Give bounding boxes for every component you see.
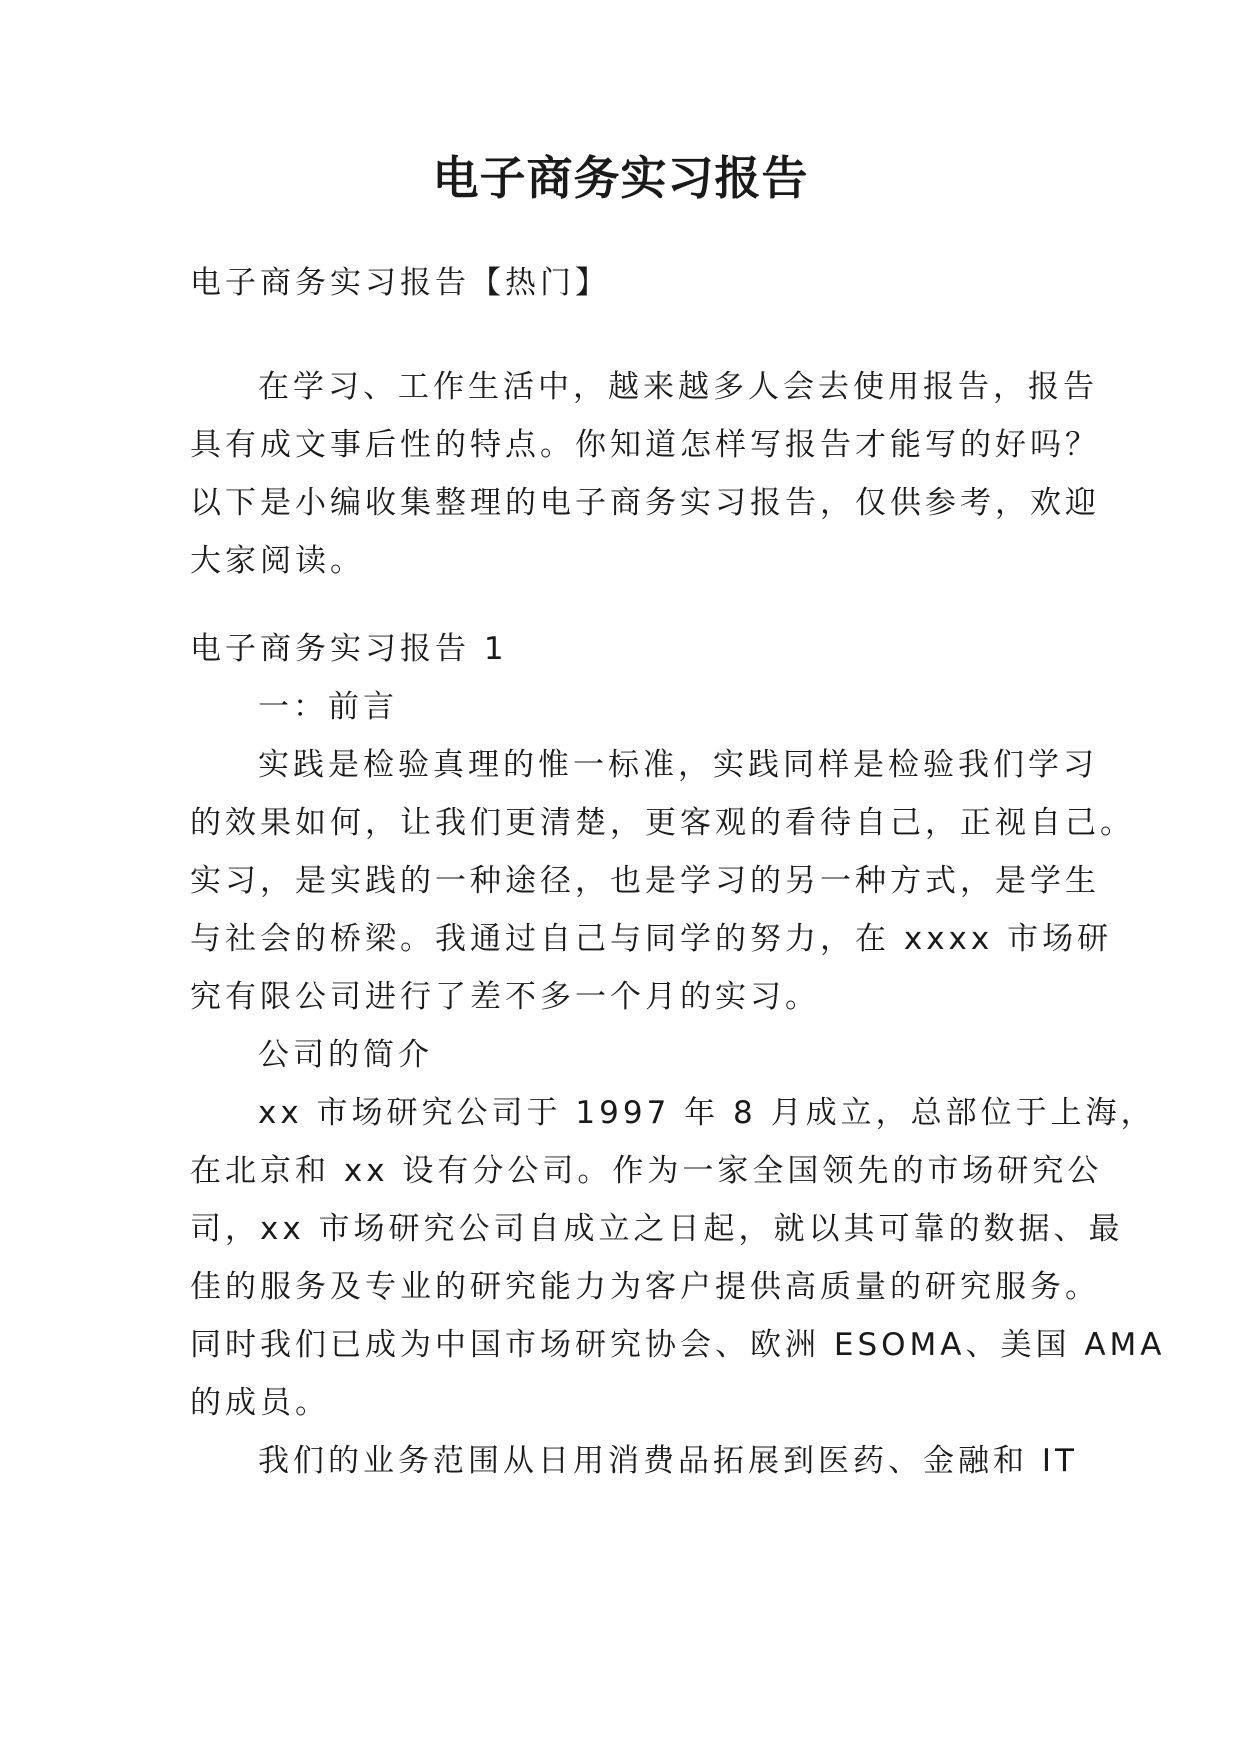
company-line: 同时我们已成为中国市场研究协会、欧洲 ESOMA、美国 AMA <box>190 1327 1166 1363</box>
document-subtitle-block <box>190 254 1070 312</box>
intro-line: 在学习、工作生活中，越来越多人会去使用报告，报告 <box>258 369 1098 405</box>
document-title: 电子商务实习报告 <box>432 151 809 205</box>
company-line: 的成员。 <box>190 1385 330 1421</box>
company-line: 司，xx 市场研究公司自成立之日起，就以其可靠的数据、最 <box>190 1211 1124 1247</box>
preface-line: 实习，是实践的一种途径，也是学习的另一种方式，是学生 <box>190 863 1100 899</box>
preface-line: 究有限公司进行了差不多一个月的实习。 <box>190 979 820 1015</box>
company-line: xx 市场研究公司于 1997 年 8 月成立，总部位于上海， <box>258 1095 1156 1131</box>
intro-line: 具有成文事后性的特点。你知道怎样写报告才能写的好吗？ <box>190 427 1100 463</box>
intro-line: 以下是小编收集整理的电子商务实习报告，仅供参考，欢迎 <box>190 485 1100 521</box>
preface-line: 与社会的桥梁。我通过自己与同学的努力，在 xxxx 市场研 <box>190 921 1113 957</box>
preface-heading: 一：前言 <box>258 689 398 725</box>
company-line: 在北京和 xx 设有分公司。作为一家全国领先的市场研究公 <box>190 1153 1103 1189</box>
preface-line: 实践是检验真理的惟一标准，实践同样是检验我们学习 <box>258 747 1098 783</box>
intro-paragraph <box>190 358 1100 590</box>
intro-line: 大家阅读。 <box>190 543 365 579</box>
business-line: 我们的业务范围从日用消费品拓展到医药、金融和 IT <box>258 1443 1078 1479</box>
report-section <box>190 620 1166 1490</box>
document-subtitle: 电子商务实习报告【热门】 <box>190 265 610 301</box>
section-title: 电子商务实习报告 1 <box>190 631 508 667</box>
company-line: 佳的服务及专业的研究能力为客户提供高质量的研究服务。 <box>190 1269 1100 1305</box>
preface-line: 的效果如何，让我们更清楚，更客观的看待自己，正视自己。 <box>190 805 1135 841</box>
company-heading: 公司的简介 <box>258 1037 433 1073</box>
